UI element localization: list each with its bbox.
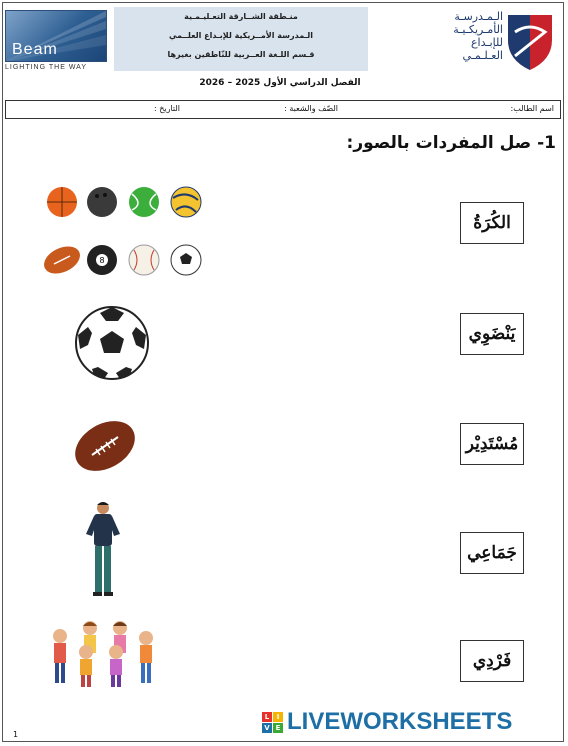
student-info-bar — [5, 100, 561, 119]
word-box-4[interactable]: جَمَاعِي — [460, 532, 524, 574]
date-label: التاريخ : — [153, 104, 180, 113]
header-line-3: قـسم اللـغة العــربية للنّاطقين بغيرها — [167, 50, 315, 59]
liveworksheets-brand: LIVEWORKSHEETS — [287, 708, 513, 735]
student-name-label: اسم الطالب: — [510, 104, 554, 113]
beam-name: Beam — [12, 41, 58, 58]
class-label: الصّف والشعبة : — [284, 104, 338, 113]
children-circle-image[interactable] — [46, 618, 158, 690]
school-logo — [433, 10, 558, 76]
question-title: 1- صل المفردات بالصور: — [346, 133, 556, 153]
svg-text:8: 8 — [99, 256, 105, 265]
term-line: الفصل الدراسي الأول 2025 – 2026 — [199, 78, 361, 88]
shield-icon — [505, 12, 555, 72]
man-standing-image[interactable] — [84, 500, 122, 598]
header-line-1: منـطقة الشــارقة التعـليـمـية — [184, 12, 298, 21]
word-box-1[interactable]: الكُرَةُ — [460, 202, 524, 244]
page-number: 1 — [13, 730, 19, 739]
beam-tagline: LIGHTING THE WAY — [5, 64, 87, 71]
soccer-ball-image[interactable] — [74, 305, 150, 381]
header-box — [114, 7, 368, 71]
beam-logo — [5, 10, 107, 80]
liveworksheets-logo — [262, 708, 512, 736]
header-line-2: الـمدرسة الأمــريكية للإبـداع العلــمي — [168, 31, 314, 40]
liveworksheets-icon: L I V E — [262, 712, 283, 733]
rugby-ball-image[interactable] — [72, 415, 138, 477]
word-box-3[interactable]: مُسْتَدِيْر — [460, 423, 524, 465]
balls-group-image[interactable] — [40, 180, 210, 280]
word-box-2[interactable]: يَنْضَوِي — [460, 313, 524, 355]
school-name: الـمـدرسـة الأمـريكـيـة للإبـداع العـلـمـي — [453, 10, 503, 62]
word-box-5[interactable]: فَرْدِي — [460, 640, 524, 682]
